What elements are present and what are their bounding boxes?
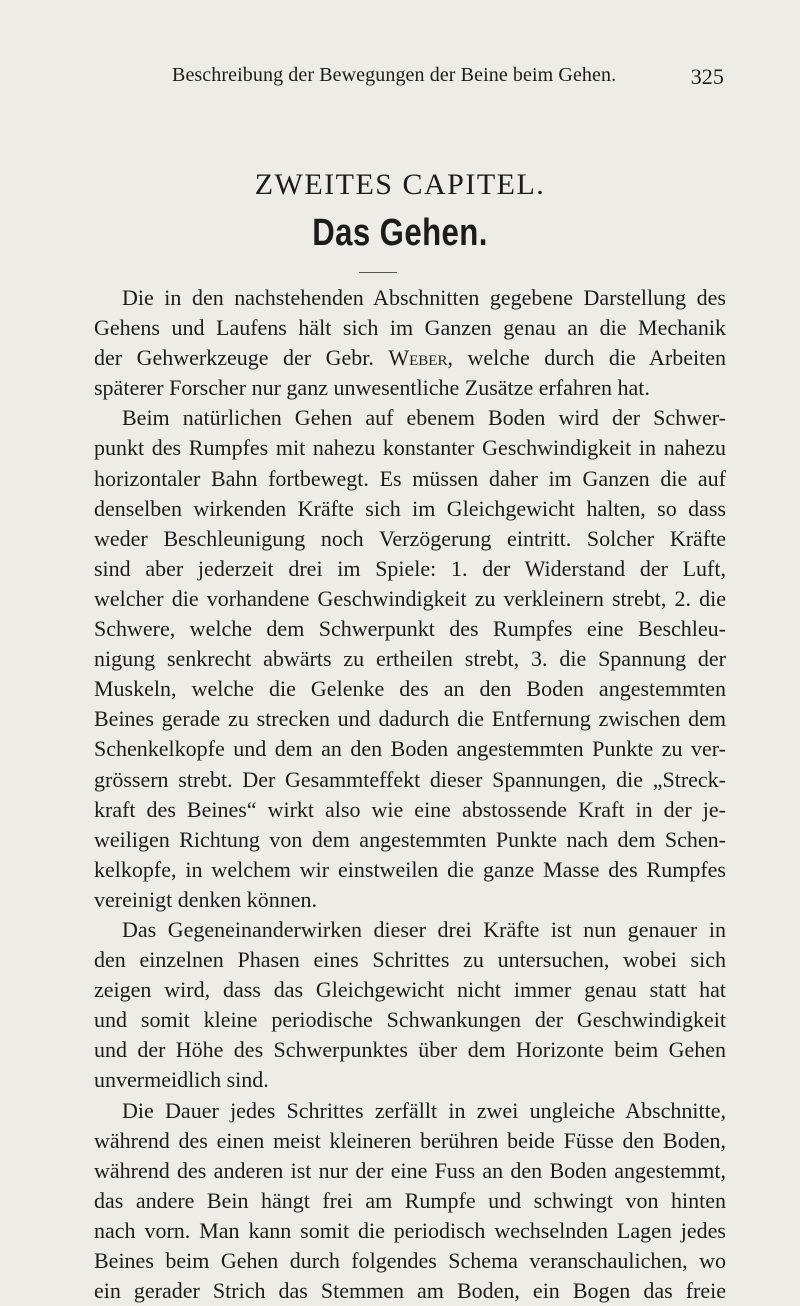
running-head-title: Beschreibung der Bewegungen der Beine beim Gehen. xyxy=(172,64,617,86)
text-line: Beines gerade zu strecken und dadurch die Entfernung zwischen dem xyxy=(94,706,726,732)
text-line xyxy=(94,343,726,373)
text-line: unvermeidlich sind. xyxy=(94,1067,269,1093)
text-line: Gehens und Laufens hält sich im Ganzen genau an die Mechanik xyxy=(94,315,726,341)
text-line: Muskeln, welche die Gelenke des an den Boden angestemmten xyxy=(94,676,726,702)
text-line: kelkopfe, in welchem wir einstweilen die ganze Masse des Rumpfes xyxy=(94,856,726,882)
text-line: ein gerader Strich das Stemmen am Boden, ein Bogen das freie xyxy=(94,1278,726,1304)
text-line: während des einen meist kleineren berühren beide Füsse den Boden, xyxy=(94,1127,726,1153)
text-line: vereinigt denken können. xyxy=(94,886,317,912)
text-line: horizontaler Bahn fortbewegt. Es müssen daher im Ganzen die auf xyxy=(94,465,726,491)
text-line: Beines beim Gehen durch folgendes Schema veranschaulichen, wo xyxy=(94,1248,726,1273)
text-line: das andere Bein hängt frei am Rumpfe und schwingt von hinten xyxy=(94,1187,726,1213)
text-line: punkt des Rumpfes mit nahezu konstanter Geschwindigkeit in nahezu xyxy=(94,435,726,461)
text-line: Das Gegeneinanderwirken dieser drei Kräfte ist nun genauer in xyxy=(122,916,726,942)
chapter-number: ZWEITES CAPITEL. xyxy=(254,168,546,201)
author-name: Weber xyxy=(388,345,448,371)
text-line: und der Höhe des Schwerpunktes über dem Horizonte beim Gehen xyxy=(94,1037,726,1063)
text-line: zeigen wird, dass das Gleichgewicht nicht immer genau statt hat xyxy=(94,977,726,1003)
text-line: Die in den nachstehenden Abschnitten gegebene Darstellung des xyxy=(122,285,726,310)
text-line: grössern strebt. Der Gesammteffekt dieser Spannungen, die „Streck- xyxy=(94,766,726,792)
text-line: und somit kleine periodische Schwankungen der Geschwindigkeit xyxy=(94,1007,726,1033)
text-segment: der Gehwerkzeuge der Gebr. xyxy=(94,345,389,371)
text-line: Schwere, welche dem Schwerpunkt des Rumpfes eine Beschleu- xyxy=(94,616,726,642)
text-segment: , welche durch die Arbeiten xyxy=(447,345,726,371)
text-line: nigung senkrecht abwärts zu ertheilen strebt, 3. die Spannung der xyxy=(94,646,726,672)
text-line: den einzelnen Phasen eines Schrittes zu untersuchen, wobei sich xyxy=(94,947,726,973)
text-line: welcher die vorhandene Geschwindigkeit zu verkleinern strebt, 2. die xyxy=(94,585,726,611)
text-line: während des anderen ist nur der eine Fuss an den Boden angestemmt, xyxy=(94,1157,726,1183)
text-line: weiligen Richtung von dem angestemmten Punkte nach dem Schen- xyxy=(94,826,726,852)
text-line: Beim natürlichen Gehen auf ebenem Boden wird der Schwer- xyxy=(122,405,726,431)
text-line: kraft des Beines“ wirkt also wie eine abstossende Kraft in der je- xyxy=(94,796,726,822)
text-line: späterer Forscher nur ganz unwesentliche Zusätze erfahren hat. xyxy=(94,375,650,401)
chapter-title: Das Gehen. xyxy=(312,212,488,254)
text-line: nach vorn. Man kann somit die periodisch wechselnden Lagen jedes xyxy=(94,1217,726,1243)
section-rule xyxy=(359,272,397,273)
page-number: 325 xyxy=(690,64,724,89)
text-line: weder Beschleunigung noch Verzögerung eintritt. Solcher Kräfte xyxy=(94,525,726,551)
body-text xyxy=(94,283,726,1306)
text-line: Die Dauer jedes Schrittes zerfällt in zwei ungleiche Abschnitte, xyxy=(122,1097,726,1123)
text-line: Schenkelkopfe und dem an den Boden angestemmten Punkte zu ver- xyxy=(94,736,726,762)
text-line: sind aber jederzeit drei im Spiele: 1. der Widerstand der Luft, xyxy=(94,555,726,581)
text-line: denselben wirkenden Kräfte sich im Gleichgewicht halten, so dass xyxy=(94,495,726,521)
